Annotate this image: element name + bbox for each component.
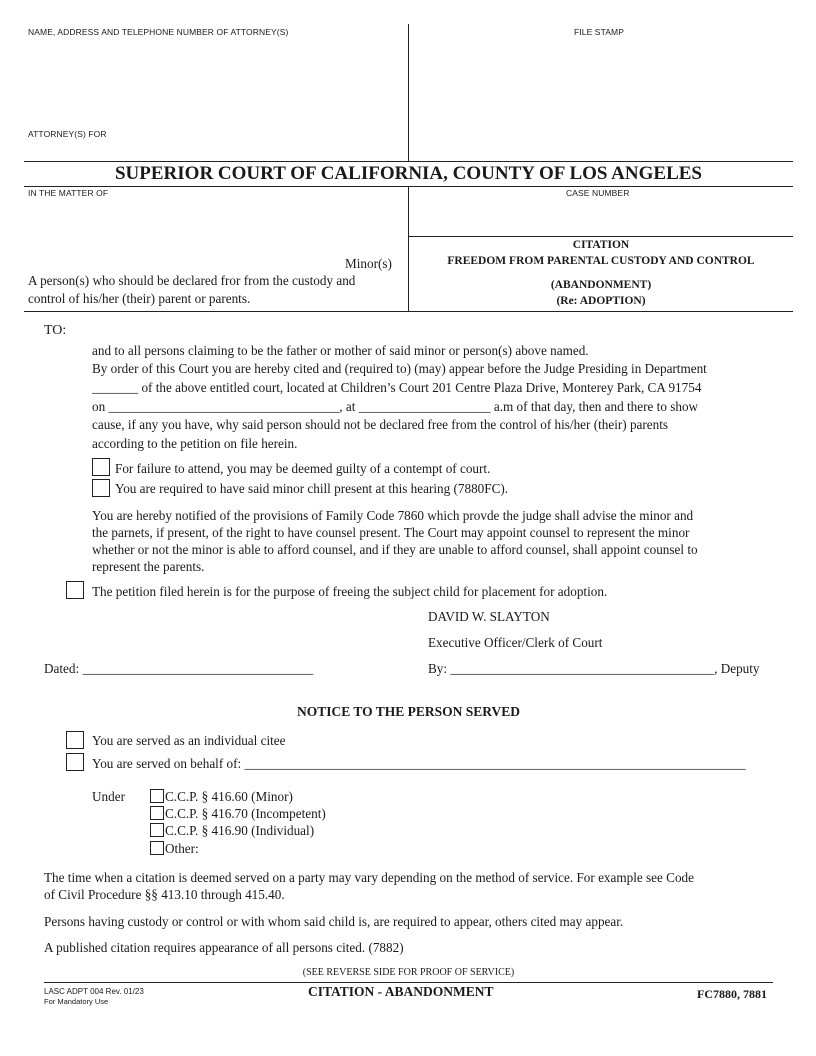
- footer-rule: [44, 982, 773, 983]
- court-title: SUPERIOR COURT OF CALIFORNIA, COUNTY OF LOS ANGELES: [114, 163, 702, 184]
- ccp-minor-checkbox[interactable]: [150, 789, 164, 803]
- on-behalf-label: You are served on behalf of: ____________________________________________________________________________: [92, 756, 746, 771]
- contempt-checkbox[interactable]: [92, 458, 110, 476]
- contempt-label: For failure to attend, you may be deemed guilty of a contempt of court.: [115, 461, 491, 476]
- header-divider: [408, 24, 409, 161]
- citation-subtitle: FREEDOM FROM PARENTAL CUSTODY AND CONTROL: [447, 255, 755, 267]
- to-label: TO:: [44, 323, 67, 338]
- ccp-individual-checkbox[interactable]: [150, 823, 164, 837]
- body-para-3-line-3: whether or not the minor is able to afford counsel, and if they are unable to afford counsel, shall appoint counsel to: [92, 542, 698, 557]
- header-bottom-rule: [24, 311, 793, 312]
- notice-title: NOTICE TO THE PERSON SERVED: [296, 704, 521, 719]
- other-label: Other:: [165, 841, 199, 856]
- officer-title: Executive Officer/Clerk of Court: [428, 635, 603, 650]
- court-top-rule: [24, 161, 793, 162]
- body-para-2-line-3: on ___________________________________, at ____________________ a.m of that day, then and there to show: [92, 399, 699, 414]
- ccp-incompetent-checkbox[interactable]: [150, 806, 164, 820]
- ccp-incompetent-label: C.C.P. § 416.70 (Incompetent): [165, 806, 326, 821]
- under-label: Under: [92, 789, 125, 804]
- minor-present-checkbox[interactable]: [92, 479, 110, 497]
- body-para-2-line-5: according to the petition on file herein.: [92, 436, 298, 451]
- dated-field[interactable]: Dated: ___________________________________: [44, 661, 314, 676]
- form-id: LASC ADPT 004 Rev. 01/23: [44, 987, 144, 996]
- notice-para-3: A published citation requires appearance of all persons cited. (7882): [44, 940, 404, 955]
- adoption-purpose-label: The petition filed herein is for the purpose of freeing the subject child for placement for adoption.: [92, 584, 608, 599]
- body-para-3-line-1: You are hereby notified of the provisions of Family Code 7860 which provde the judge shall advise the minor and: [92, 508, 694, 523]
- form-title: CITATION - ABANDONMENT: [308, 984, 494, 999]
- notice-para-2: Persons having custody or control or with whom said child is, are required to appear, others cited may appear.: [44, 914, 624, 929]
- individual-citee-label: You are served as an individual citee: [92, 733, 286, 748]
- body-para-2-line-4: cause, if any you have, why said person should not be declared free from the control of his/her (their) parents: [92, 417, 669, 432]
- other-checkbox[interactable]: [150, 841, 164, 855]
- body-para-3-line-4: represent the parents.: [92, 559, 205, 574]
- attorney-label: NAME, ADDRESS AND TELEPHONE NUMBER OF ATTORNEY(S): [28, 27, 289, 37]
- mandatory-use-label: For Mandatory Use: [44, 997, 109, 1006]
- notice-para-1-line-2: of Civil Procedure §§ 413.10 through 415.40.: [44, 887, 285, 902]
- body-para-2-line-1: By order of this Court you are hereby cited and (required to) (may) appear before the Judge Presiding in Department: [92, 361, 707, 376]
- body-para-1: and to all persons claiming to be the father or mother of said minor or person(s) above named.: [92, 343, 589, 358]
- ccp-minor-label: C.C.P. § 416.60 (Minor): [165, 789, 293, 804]
- person-line-1: A person(s) who should be declared fror from the custody and: [28, 273, 356, 288]
- person-line-2: control of his/her (their) parent or parents.: [28, 291, 251, 306]
- notice-para-1-line-1: The time when a citation is deemed served on a party may vary depending on the method of service. For example see Code: [44, 870, 695, 885]
- body-para-3-line-2: the parnets, if present, of the right to have counsel present. The Court may appoint counsel to represent the minor: [92, 525, 690, 540]
- adoption-purpose-checkbox[interactable]: [66, 581, 84, 599]
- minor-present-label: You are required to have said minor chill present at this hearing (7880FC).: [115, 481, 509, 496]
- case-number-label: CASE NUMBER: [566, 188, 630, 198]
- body-para-2-line-2: _______ of the above entitled court, located at Children’s Court 201 Centre Plaza Drive, Monterey Park, CA 91754: [92, 380, 702, 395]
- abandonment-label: (ABANDONMENT): [550, 279, 652, 291]
- attorney-for-label: ATTORNEY(S) FOR: [28, 129, 107, 139]
- officer-name: DAVID W. SLAYTON: [428, 609, 550, 624]
- re-adoption-label: (Re: ADOPTION): [556, 295, 646, 307]
- citation-title: CITATION: [572, 239, 630, 251]
- file-stamp-label: FILE STAMP: [574, 27, 624, 37]
- matter-label: IN THE MATTER OF: [28, 188, 109, 198]
- family-code-refs: FC7880, 7881: [697, 987, 767, 1001]
- deputy-signature-field[interactable]: By: ________________________________________, Deputy: [428, 661, 760, 676]
- on-behalf-checkbox[interactable]: [66, 753, 84, 771]
- reverse-side-note: (SEE REVERSE SIDE FOR PROOF OF SERVICE): [302, 967, 515, 978]
- individual-citee-checkbox[interactable]: [66, 731, 84, 749]
- ccp-individual-label: C.C.P. § 416.90 (Individual): [165, 823, 315, 838]
- minor-label: Minor(s): [345, 256, 392, 271]
